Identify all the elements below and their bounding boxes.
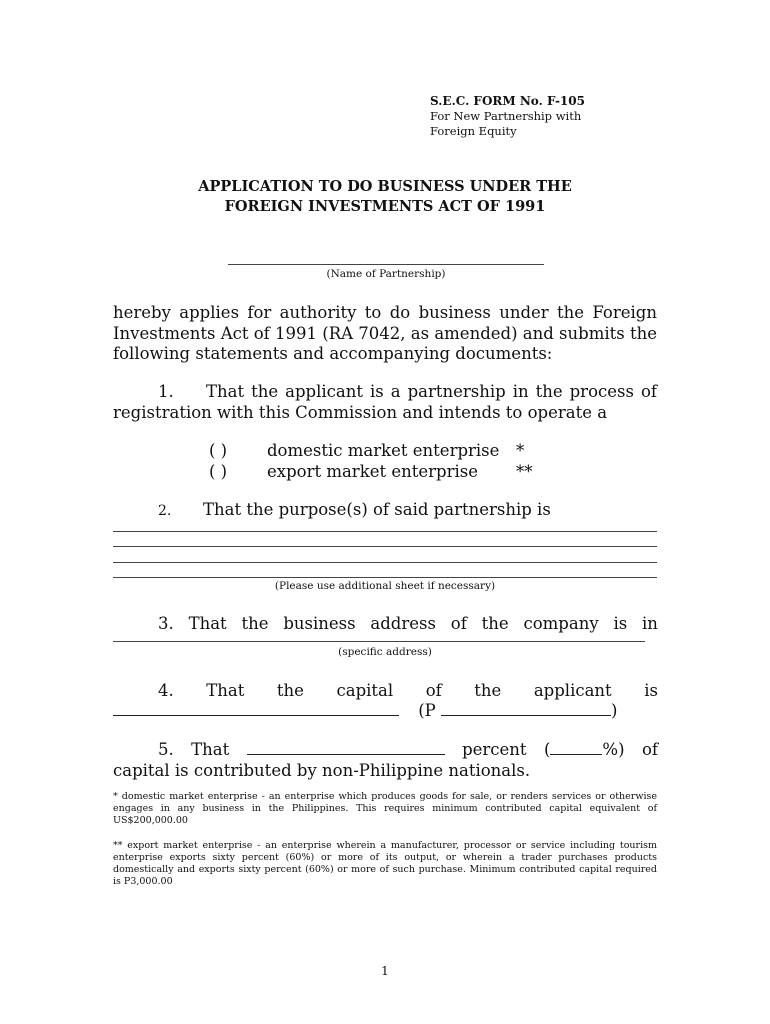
item-1 — [113, 382, 657, 423]
item-5 — [158, 740, 658, 761]
item-1-line2: registration with this Commission and intends to operate a — [113, 402, 608, 422]
item-3-word: That — [188, 614, 227, 633]
export-footnote-mark: ** — [516, 461, 533, 481]
item-5-number: 5. — [158, 740, 174, 759]
item-5-of: of — [641, 740, 658, 759]
item-4-number: 4. — [158, 681, 174, 700]
purpose-caption: (Please use additional sheet if necessary) — [274, 580, 496, 592]
intro-paragraph — [113, 303, 657, 365]
capital-words-field[interactable] — [113, 701, 399, 716]
item-2-number: 2. — [158, 503, 172, 519]
footnote-domestic: * domestic market enterprise - an enterprise which produces goods for sale, or renders services or otherwise engages in any business in the Philippines. This requires minimum contributed capital equivalent of US$200,000.00 — [113, 791, 657, 826]
page-title — [0, 177, 770, 217]
intro-line2: Investments Act of 1991 (RA 7042, as amended) and submits the — [113, 323, 657, 343]
item-1-line1: That the applicant is a partnership in the process of — [206, 382, 657, 401]
percent-words-field[interactable] — [247, 740, 445, 755]
item-4 — [158, 681, 658, 702]
domestic-footnote-mark: * — [516, 441, 525, 460]
peso-prefix: (P — [418, 701, 436, 720]
item-4-word: applicant — [533, 681, 612, 700]
intro-line3: following statements and accompanying documents: — [113, 344, 553, 363]
item-2-text: That the purpose(s) of said partnership is — [203, 500, 551, 519]
purpose-line-2[interactable] — [113, 546, 657, 547]
form-subtitle-line2: Foreign Equity — [430, 124, 517, 138]
form-header — [430, 94, 585, 139]
item-4-word: is — [644, 681, 658, 700]
purpose-line-3[interactable] — [113, 562, 657, 563]
partnership-name-caption: (Name of Partnership) — [326, 268, 446, 280]
item-3-word: company — [523, 614, 599, 633]
export-label: export market enterprise — [267, 461, 478, 481]
item-1-number: 1. — [158, 382, 174, 401]
intro-line1: hereby applies for authority to do business under the Foreign — [113, 303, 657, 322]
item-4-line2 — [113, 701, 657, 722]
option-export[interactable] — [209, 462, 549, 483]
item-4-word: the — [276, 681, 304, 700]
item-5-pct-close: %) — [602, 740, 625, 759]
option-domestic[interactable] — [209, 441, 549, 462]
item-5-open-paren: ( — [543, 740, 551, 759]
page-number: 1 — [381, 964, 389, 978]
form-code: S.E.C. FORM No. F-105 — [430, 94, 585, 108]
footnote-export: ** export market enterprise - an enterprise wherein a manufacturer, processor or service including tourism enterprise exports sixty percent (60%) or more of its output, or wherein a trader purchases products domestically and exports sixty percent (60%) or more of such purchase. Minimum contributed capital required is P3,000.00 — [113, 840, 657, 887]
export-checkbox[interactable]: ( ) — [209, 461, 228, 481]
peso-close: ) — [611, 701, 618, 720]
address-field[interactable] — [113, 641, 645, 642]
form-subtitle-line1: For New Partnership with — [430, 109, 582, 123]
item-2 — [158, 500, 658, 522]
address-caption: (specific address) — [338, 646, 432, 658]
title-line1: APPLICATION TO DO BUSINESS UNDER THE — [198, 178, 572, 195]
item-3 — [158, 614, 658, 635]
partnership-name-field[interactable] — [228, 264, 544, 265]
capital-amount-field[interactable] — [441, 701, 611, 716]
purpose-line-1[interactable] — [113, 531, 657, 532]
item-5-that: That — [191, 740, 230, 759]
item-4-word: of — [425, 681, 442, 700]
item-3-word: of — [450, 614, 467, 633]
item-5-line2: capital is contributed by non-Philippine nationals. — [113, 761, 531, 780]
item-3-word: in — [642, 614, 658, 633]
title-line2: FOREIGN INVESTMENTS ACT OF 1991 — [224, 198, 546, 215]
item-3-word: business — [283, 614, 356, 633]
item-3-word: the — [241, 614, 269, 633]
item-5-percent: percent — [462, 740, 527, 759]
item-4-word: capital — [336, 681, 394, 700]
domestic-label: domestic market enterprise — [267, 441, 500, 460]
purpose-line-4[interactable] — [113, 577, 657, 578]
item-3-word: address — [370, 614, 436, 633]
percent-number-field[interactable] — [550, 740, 602, 755]
domestic-checkbox[interactable]: ( ) — [209, 441, 228, 460]
item-3-number: 3. — [158, 614, 174, 633]
item-3-word: is — [613, 614, 628, 633]
item-4-word: the — [474, 681, 502, 700]
item-4-word: That — [206, 681, 245, 700]
item-3-word: the — [481, 614, 509, 633]
enterprise-options — [209, 441, 549, 482]
